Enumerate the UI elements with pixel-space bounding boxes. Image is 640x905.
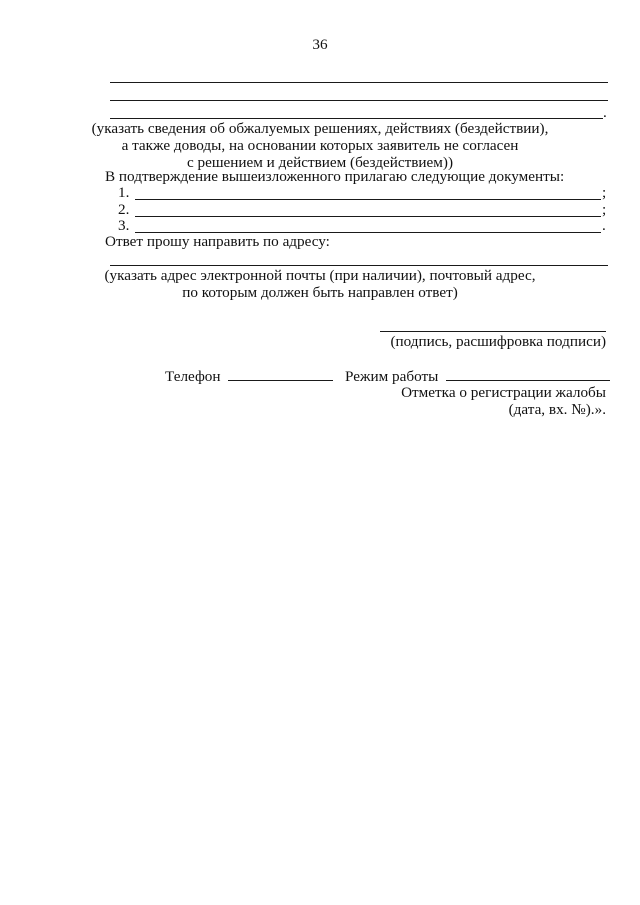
- document-row-1: [118, 184, 608, 201]
- complaint-line-1: [110, 82, 608, 83]
- document-end-mark: .: [602, 217, 606, 234]
- address-line: [110, 265, 608, 266]
- signature-caption: (подпись, расшифровка подписи): [390, 333, 606, 350]
- complaint-line-3: [110, 118, 603, 119]
- document-number: 1.: [118, 184, 130, 201]
- work-hours-label: Режим работы: [345, 368, 439, 385]
- address-caption-line-1: (указать адрес электронной почты (при наличии), почтовый адрес,: [104, 267, 536, 284]
- document-end-mark: ;: [602, 184, 607, 201]
- complaint-caption-line-2: а также доводы, на основании которых заявитель не согласен: [121, 137, 519, 154]
- signature-line: [380, 331, 606, 332]
- document-row-2: [118, 201, 608, 218]
- phone-line: [228, 366, 333, 381]
- registration-mark-line-1: Отметка о регистрации жалобы: [401, 384, 606, 401]
- reply-address-label: Ответ прошу направить по адресу:: [105, 233, 330, 250]
- document-number: 3.: [118, 217, 130, 234]
- address-caption-line-2: по которым должен быть направлен ответ): [182, 284, 458, 301]
- document-end-mark: ;: [602, 201, 607, 218]
- document-number: 2.: [118, 201, 130, 218]
- documents-intro: В подтверждение вышеизложенного прилагаю следующие документы:: [105, 168, 565, 185]
- work-hours-field: [345, 366, 610, 385]
- complaint-caption-line-1: (указать сведения об обжалуемых решениях, действиях (бездействии),: [91, 120, 549, 137]
- complaint-end-mark: .: [603, 104, 607, 121]
- document-line: [135, 199, 601, 200]
- phone-field: [165, 366, 333, 385]
- page-number: 36: [312, 36, 328, 53]
- complaint-caption-line-3: с решением и действием (бездействием)): [186, 154, 454, 171]
- work-hours-line: [446, 366, 610, 381]
- registration-mark-line-2: (дата, вх. №).».: [508, 401, 606, 418]
- document-row-3: [118, 217, 608, 234]
- phone-label: Телефон: [165, 368, 221, 385]
- complaint-line-2: [110, 100, 608, 101]
